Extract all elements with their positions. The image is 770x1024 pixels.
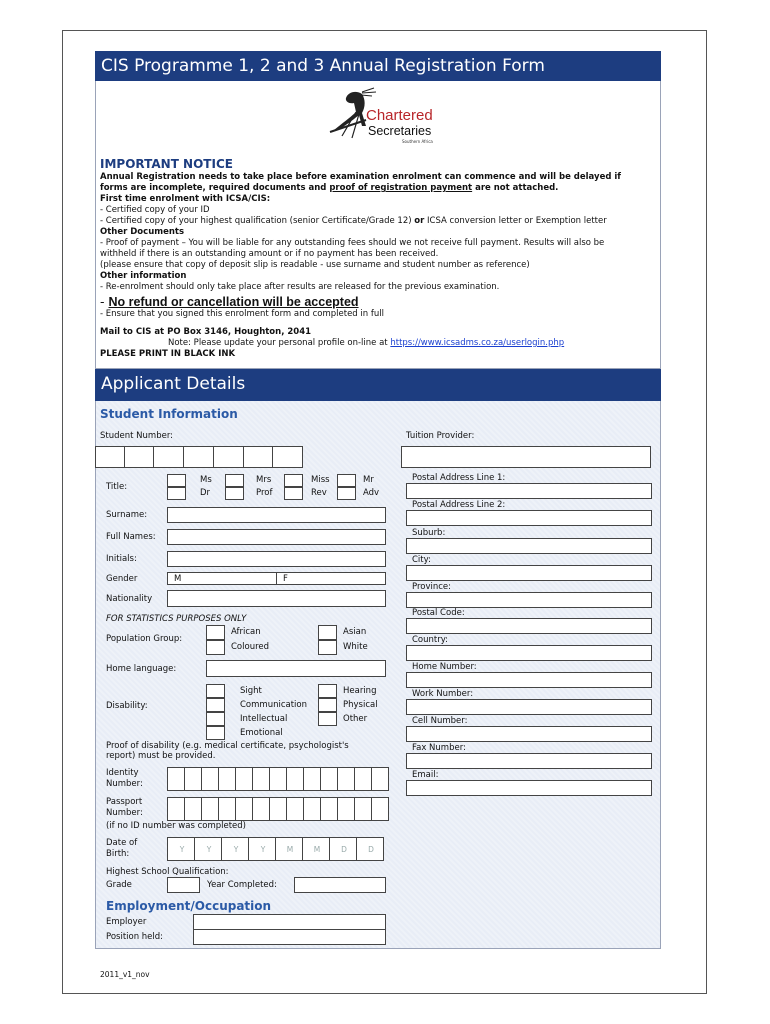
employer-input[interactable] [193, 914, 386, 930]
note-prefix: Note: Please update your personal profile on-line at [168, 338, 391, 348]
home-language-input[interactable] [206, 660, 386, 677]
identity-number-cell[interactable] [218, 767, 236, 791]
position-held-label: Position held: [106, 932, 164, 942]
proof-disability-line-1: Proof of disability (e.g. medical certificate, psychologist's [106, 741, 349, 751]
postal-code-input[interactable] [406, 618, 652, 634]
cell-number-input[interactable] [406, 726, 652, 742]
pop-asian-label: Asian [343, 627, 367, 637]
full-names-input[interactable] [167, 529, 386, 545]
other-info-2: - Ensure that you signed this enrolment form and completed in full [100, 309, 384, 319]
title-ms-checkbox[interactable] [167, 474, 186, 487]
title-dr-checkbox[interactable] [167, 487, 186, 500]
title-label: Title: [106, 482, 128, 492]
student-number-cell[interactable] [183, 446, 214, 468]
title-mr-checkbox[interactable] [337, 474, 356, 487]
employer-label: Employer [106, 917, 147, 927]
student-number-cell[interactable] [243, 446, 273, 468]
dob-cell[interactable] [302, 837, 330, 861]
title-mrs-checkbox[interactable] [225, 474, 244, 487]
dob-cell[interactable] [194, 837, 222, 861]
title-adv-checkbox[interactable] [337, 487, 356, 500]
identity-number-cell[interactable] [286, 767, 304, 791]
dis-intellectual-checkbox[interactable] [206, 712, 225, 726]
student-information-heading: Student Information [100, 407, 238, 421]
logo-text-southern-africa: Southern Africa [402, 139, 433, 144]
passport-number-cell[interactable] [286, 797, 304, 821]
dob-label-2: Birth: [106, 849, 130, 859]
identity-number-cell[interactable] [354, 767, 372, 791]
nationality-input[interactable] [167, 590, 386, 607]
city-input[interactable] [406, 565, 652, 581]
profile-link[interactable]: https://www.icsadms.co.za/userlogin.php [390, 338, 565, 348]
student-number-cell[interactable] [124, 446, 154, 468]
surname-label: Surname: [106, 510, 148, 520]
dob-label-1: Date of [106, 838, 138, 848]
applicant-details-title: Applicant Details [101, 374, 246, 394]
title-miss-checkbox[interactable] [284, 474, 303, 487]
identity-number-cell[interactable] [371, 767, 389, 791]
position-held-input[interactable] [193, 929, 386, 945]
logo-text-chartered: Chartered [366, 107, 433, 124]
pop-asian-checkbox[interactable] [318, 625, 337, 640]
ft2c: ICSA conversion letter or Exemption letter [424, 216, 607, 226]
initials-input[interactable] [167, 551, 386, 567]
postal-line-2-label: Postal Address Line 2: [412, 500, 506, 510]
title-rev-checkbox[interactable] [284, 487, 303, 500]
passport-number-cell[interactable] [303, 797, 321, 821]
province-label: Province: [412, 582, 452, 592]
identity-number-cell[interactable] [167, 767, 185, 791]
suburb-label: Suburb: [412, 528, 446, 538]
dob-cell[interactable] [356, 837, 384, 861]
dob-placeholder: M [286, 845, 294, 854]
gender-label: Gender [106, 574, 138, 584]
year-completed-label: Year Completed: [207, 880, 277, 890]
dis-physical-checkbox[interactable] [318, 698, 337, 712]
dis-hearing-label: Hearing [343, 686, 377, 696]
first-time-heading: First time enrolment with ICSA/CIS: [100, 194, 271, 204]
dis-emotional-label: Emotional [240, 728, 283, 738]
form-title-banner [95, 51, 661, 81]
dob-cell[interactable] [329, 837, 357, 861]
nationality-label: Nationality [106, 594, 153, 604]
gender-m-label: M [174, 574, 182, 584]
passport-number-cell[interactable] [167, 797, 185, 821]
passport-number-cell[interactable] [235, 797, 253, 821]
postal-line-1-label: Postal Address Line 1: [412, 473, 506, 483]
passport-number-cell[interactable] [320, 797, 338, 821]
pop-white-label: White [343, 642, 368, 652]
passport-number-cell[interactable] [371, 797, 389, 821]
title-adv-label: Adv [363, 488, 380, 498]
year-completed-input[interactable] [294, 877, 386, 893]
dob-placeholder: M [313, 845, 321, 854]
dob-cell[interactable] [248, 837, 276, 861]
dis-other-checkbox[interactable] [318, 712, 337, 726]
passport-number-cell[interactable] [252, 797, 270, 821]
other-info-1: - Re-enrolment should only take place after results are released for the previous examination. [100, 282, 500, 292]
tuition-provider-label: Tuition Provider: [406, 431, 475, 441]
passport-number-cell[interactable] [184, 797, 202, 821]
passport-number-cell[interactable] [201, 797, 219, 821]
dob-cell[interactable] [167, 837, 195, 861]
mail-address: Mail to CIS at PO Box 3146, Houghton, 2041 [100, 327, 312, 337]
email-label: Email: [412, 770, 439, 780]
city-label: City: [412, 555, 431, 565]
title-rev-label: Rev [311, 488, 327, 498]
population-group-label: Population Group: [106, 634, 183, 644]
grade-label: Grade [106, 880, 132, 890]
ft2a: - Certified copy of your highest qualification (senior Certificate/Grade 12) [100, 216, 415, 226]
identity-number-cell[interactable] [235, 767, 253, 791]
dis-emotional-checkbox[interactable] [206, 726, 225, 740]
print-instruction: PLEASE PRINT IN BLACK INK [100, 349, 236, 359]
dob-placeholder: D [341, 845, 347, 854]
student-number-cell[interactable] [272, 446, 303, 468]
surname-input[interactable] [167, 507, 386, 523]
no-refund-text: No refund or cancellation will be accepted [108, 295, 359, 309]
title-ms-label: Ms [200, 475, 212, 485]
postal-code-label: Postal Code: [412, 608, 465, 618]
no-refund-dash: - [100, 294, 109, 309]
passport-number-cell[interactable] [269, 797, 287, 821]
work-number-input[interactable] [406, 699, 652, 715]
title-prof-checkbox[interactable] [225, 487, 244, 500]
other-doc-3: (please ensure that copy of deposit slip is readable - use surname and student number as reference) [100, 260, 530, 270]
other-documents-heading: Other Documents [100, 227, 185, 237]
passport-label-1: Passport [106, 797, 143, 807]
identity-label-2: Number: [106, 779, 143, 789]
student-number-cell[interactable] [213, 446, 244, 468]
title-mrs-label: Mrs [256, 475, 272, 485]
other-doc-2: withheld if there is an outstanding amount or if no payment has been received. [100, 249, 439, 259]
stats-only-label: FOR STATISTICS PURPOSES ONLY [106, 614, 247, 624]
tuition-provider-input[interactable] [401, 446, 651, 468]
first-time-item-2 [100, 216, 607, 227]
chartered-secretaries-logo [322, 86, 442, 148]
dob-placeholder: Y [260, 845, 266, 854]
profile-note [168, 338, 564, 349]
dob-placeholder: Y [206, 845, 212, 854]
title-mr-label: Mr [363, 475, 374, 485]
disability-label: Disability: [106, 701, 148, 711]
grade-input[interactable] [167, 877, 200, 893]
identity-number-cell[interactable] [201, 767, 219, 791]
title-dr-label: Dr [200, 488, 211, 498]
student-number-cell[interactable] [95, 446, 125, 468]
first-time-item-1: - Certified copy of your ID [100, 205, 210, 215]
country-label: Country: [412, 635, 449, 645]
postal-line-1-input[interactable] [406, 483, 652, 499]
identity-number-cell[interactable] [269, 767, 287, 791]
passport-label-3: (if no ID number was completed) [106, 821, 246, 831]
identity-number-cell[interactable] [320, 767, 338, 791]
email-input[interactable] [406, 780, 652, 796]
dob-placeholder: Y [233, 845, 239, 854]
title-prof-label: Prof [256, 488, 273, 498]
gender-m-field[interactable] [167, 572, 277, 585]
province-input[interactable] [406, 592, 652, 608]
student-number-label: Student Number: [100, 431, 174, 441]
ft2b: or [414, 216, 425, 226]
applicant-details-banner [95, 369, 661, 401]
logo-text-secretaries: Secretaries [368, 124, 432, 138]
home-number-label: Home Number: [412, 662, 477, 672]
pop-african-checkbox[interactable] [206, 625, 225, 640]
work-number-label: Work Number: [412, 689, 474, 699]
passport-number-cell[interactable] [218, 797, 236, 821]
passport-label-2: Number: [106, 808, 143, 818]
identity-number-cell[interactable] [337, 767, 355, 791]
notice-line-2 [100, 183, 558, 194]
dob-cell[interactable] [221, 837, 249, 861]
proof-disability-line-2: report) must be provided. [106, 751, 216, 761]
initials-label: Initials: [106, 554, 137, 564]
dis-intellectual-label: Intellectual [240, 714, 288, 724]
dis-sight-checkbox[interactable] [206, 684, 225, 698]
gender-f-label: F [283, 574, 288, 584]
form-title: CIS Programme 1, 2 and 3 Annual Registration Form [101, 56, 545, 76]
title-miss-label: Miss [311, 475, 330, 485]
employment-heading: Employment/Occupation [106, 899, 272, 913]
pop-white-checkbox[interactable] [318, 640, 337, 655]
pop-african-label: African [231, 627, 261, 637]
no-refund-line [100, 294, 359, 310]
notice-line-1: Annual Registration needs to take place before examination enrolment can commence and will be delayed if [100, 172, 621, 182]
notice-line-2c: are not attached. [472, 183, 559, 193]
pop-coloured-checkbox[interactable] [206, 640, 225, 655]
passport-number-cell[interactable] [354, 797, 372, 821]
other-doc-1: - Proof of payment – You will be liable for any outstanding fees should we not receive full payment. Results will also be [100, 238, 605, 248]
suburb-input[interactable] [406, 538, 652, 554]
form-version: 2011_v1_nov [100, 970, 150, 979]
other-info-heading: Other information [100, 271, 187, 281]
home-language-label: Home language: [106, 664, 177, 674]
gender-f-field[interactable] [276, 572, 386, 585]
student-number-cell[interactable] [153, 446, 184, 468]
cell-number-label: Cell Number: [412, 716, 468, 726]
proof-of-payment-text: proof of registration payment [329, 183, 473, 193]
identity-number-cell[interactable] [303, 767, 321, 791]
dis-physical-label: Physical [343, 700, 378, 710]
pop-coloured-label: Coloured [231, 642, 270, 652]
identity-number-cell[interactable] [184, 767, 202, 791]
dob-placeholder: Y [179, 845, 185, 854]
home-number-input[interactable] [406, 672, 652, 688]
fax-number-label: Fax Number: [412, 743, 466, 753]
dis-hearing-checkbox[interactable] [318, 684, 337, 698]
full-names-label: Full Names: [106, 532, 156, 542]
notice-line-2a: forms are incomplete, required documents and [100, 183, 330, 193]
dob-placeholder: D [368, 845, 374, 854]
dis-other-label: Other [343, 714, 368, 724]
important-notice-heading: IMPORTANT NOTICE [100, 157, 233, 171]
identity-number-cell[interactable] [252, 767, 270, 791]
dob-cell[interactable] [275, 837, 303, 861]
dis-communication-checkbox[interactable] [206, 698, 225, 712]
postal-line-2-input[interactable] [406, 510, 652, 526]
fax-number-input[interactable] [406, 753, 652, 769]
passport-number-cell[interactable] [337, 797, 355, 821]
identity-label-1: Identity [106, 768, 139, 778]
dis-communication-label: Communication [240, 700, 307, 710]
dis-sight-label: Sight [240, 686, 262, 696]
highest-school-qualification-label: Highest School Qualification: [106, 867, 229, 877]
country-input[interactable] [406, 645, 652, 661]
